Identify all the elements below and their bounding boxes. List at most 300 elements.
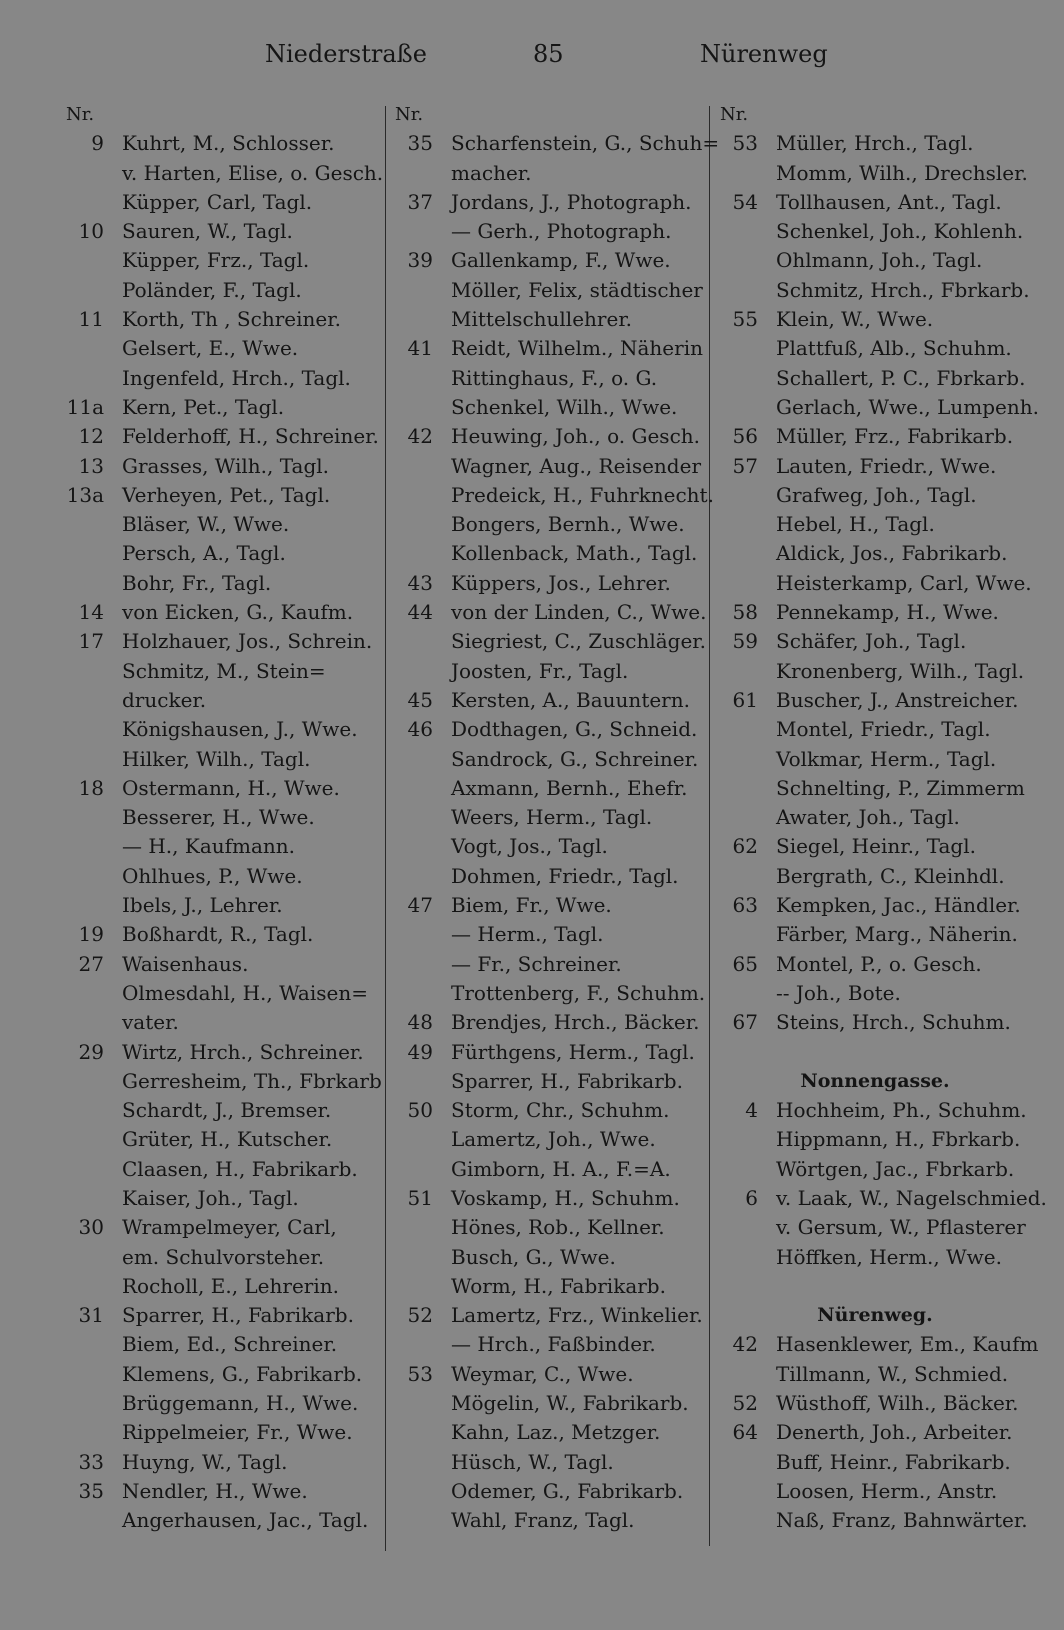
entry-text: Wrampelmeyer, Carl, (122, 1215, 337, 1240)
house-number: 30 (78, 1215, 104, 1240)
entry-text: Worm, H., Fabrikarb. (451, 1273, 666, 1298)
directory-entry (720, 159, 1030, 188)
directory-entry (395, 1184, 705, 1213)
directory-entry (66, 1184, 380, 1213)
entry-text: Schenkel, Wilh., Wwe. (451, 394, 678, 419)
directory-entry (395, 1330, 705, 1359)
entry-text: Sauren, W., Tagl. (122, 219, 293, 244)
column-1 (66, 100, 384, 1536)
entry-text: v. Laak, W., Nagelschmied. (776, 1185, 1047, 1210)
entry-text: Schenkel, Joh., Kohlenh. (776, 219, 1024, 244)
directory-entry (395, 1008, 705, 1037)
entry-text: Persch, A., Tagl. (122, 541, 286, 566)
directory-entry (66, 276, 380, 305)
entry-text: Lamertz, Frz., Winkelier. (451, 1303, 703, 1328)
house-number: 13 (78, 453, 104, 478)
entry-text: Sparrer, H., Fabrikarb. (122, 1303, 354, 1328)
directory-entry (66, 159, 384, 188)
directory-entry (395, 510, 705, 539)
entry-text: Hüsch, W., Tagl. (451, 1449, 614, 1474)
entry-text: em. Schulvorsteher. (122, 1244, 325, 1269)
directory-entry (395, 920, 705, 949)
entry-text: Busch, G., Wwe. (451, 1244, 616, 1269)
entry-text: Tillmann, W., Schmied. (776, 1361, 1009, 1386)
house-number: 13a (66, 482, 104, 507)
directory-entry (395, 1448, 705, 1477)
column-header (395, 100, 705, 129)
house-number: 63 (732, 893, 758, 918)
directory-entry (66, 305, 380, 334)
house-number: 67 (732, 1010, 758, 1035)
house-number: 46 (407, 717, 433, 742)
directory-entry (66, 774, 380, 803)
house-number: 53 (732, 131, 758, 156)
directory-entry (66, 657, 380, 686)
directory-entry (720, 1448, 1030, 1477)
directory-entry (66, 1038, 380, 1067)
entry-text: Pennekamp, H., Wwe. (776, 600, 999, 625)
directory-entry (720, 1213, 1030, 1242)
directory-entry (720, 1155, 1030, 1184)
entry-text: -- Joh., Bote. (776, 980, 901, 1005)
directory-entry (395, 217, 705, 246)
entry-text: Rippelmeier, Fr., Wwe. (122, 1420, 353, 1445)
column-header (720, 100, 1030, 129)
directory-entry (66, 1389, 380, 1418)
directory-entry (720, 1330, 1039, 1359)
entry-text: Kuhrt, M., Schlosser. (122, 131, 335, 156)
entry-text: Schmitz, M., Stein= (122, 658, 326, 683)
entry-text: Sandrock, G., Schreiner. (451, 746, 699, 771)
entry-text: Schäfer, Joh., Tagl. (776, 629, 967, 654)
directory-entry (66, 832, 380, 861)
house-number: 6 (745, 1185, 758, 1210)
house-number: 47 (407, 893, 433, 918)
directory-entry (66, 1418, 380, 1447)
column-2 (395, 100, 720, 1536)
entry-text: Biem, Fr., Wwe. (451, 893, 612, 918)
entry-text: Grafweg, Joh., Tagl. (776, 482, 977, 507)
entry-text: Nonnengasse. (800, 1069, 950, 1092)
house-number: 42 (407, 424, 433, 449)
entry-text: Rittinghaus, F., o. G. (451, 365, 658, 390)
entry-text: Naß, Franz, Bahnwärter. (776, 1508, 1028, 1533)
column-3 (720, 100, 1047, 1536)
directory-entry (395, 1038, 705, 1067)
entry-text: von der Linden, C., Wwe. (451, 600, 707, 625)
entry-text: Königshausen, J., Wwe. (122, 717, 358, 742)
entry-text: Waisenhaus. (122, 951, 249, 976)
entry-text: Möller, Felix, städtischer (451, 277, 703, 302)
directory-entry (66, 950, 380, 979)
entry-text: Korth, Th , Schreiner. (122, 307, 341, 332)
house-number: 44 (407, 600, 433, 625)
directory-entry (720, 452, 1030, 481)
house-number: 17 (78, 629, 104, 654)
header-right-street: Nürenweg (700, 40, 828, 68)
directory-entry (66, 1272, 380, 1301)
column-divider (709, 106, 710, 1546)
directory-entry (720, 1038, 1030, 1067)
directory-entry (395, 627, 705, 656)
directory-entry (395, 334, 705, 363)
entry-text: Tollhausen, Ant., Tagl. (776, 189, 1002, 214)
entry-text: Nr. (66, 104, 95, 125)
directory-entry (395, 686, 705, 715)
directory-entry (66, 715, 380, 744)
directory-entry (66, 686, 380, 715)
column-divider (385, 106, 386, 1551)
house-number: 14 (78, 600, 104, 625)
directory-entry (720, 1125, 1030, 1154)
directory-entry (395, 129, 720, 158)
directory-entry (395, 159, 705, 188)
directory-entry (720, 481, 1030, 510)
entry-text: — Fr., Schreiner. (451, 951, 622, 976)
entry-text: v. Gersum, W., Pflasterer (776, 1215, 1026, 1240)
house-number: 49 (407, 1039, 433, 1064)
directory-entry (66, 1125, 380, 1154)
entry-text: Loosen, Herm., Anstr. (776, 1478, 998, 1503)
entry-text: Bergrath, C., Kleinhdl. (776, 863, 1005, 888)
directory-entry (395, 1155, 705, 1184)
house-number: 54 (732, 189, 758, 214)
entry-text: Buff, Heinr., Fabrikarb. (776, 1449, 1011, 1474)
entry-text: von Eicken, G., Kaufm. (122, 600, 354, 625)
directory-entry (720, 305, 1030, 334)
entry-text: vater. (122, 1010, 179, 1035)
house-number: 29 (78, 1039, 104, 1064)
directory-entry (66, 334, 380, 363)
entry-text: Joosten, Fr., Tagl. (451, 658, 629, 683)
directory-entry (720, 1506, 1030, 1535)
entry-text: Schardt, J., Bremser. (122, 1098, 332, 1123)
directory-entry (66, 452, 380, 481)
directory-entry (66, 1448, 380, 1477)
entry-text: Gallenkamp, F., Wwe. (451, 248, 671, 273)
directory-entry (395, 1389, 705, 1418)
directory-entry (720, 1008, 1030, 1037)
directory-entry (395, 979, 705, 1008)
house-number: 35 (407, 131, 433, 156)
house-number: 11a (66, 394, 104, 419)
directory-entry (66, 1155, 380, 1184)
directory-entry (66, 1243, 380, 1272)
directory-entry (720, 393, 1039, 422)
entry-text: Wahl, Franz, Tagl. (451, 1508, 635, 1533)
entry-text: Nürenweg. (817, 1304, 933, 1327)
directory-entry (720, 1243, 1030, 1272)
entry-text: Mittelschullehrer. (451, 307, 633, 332)
directory-entry (720, 657, 1030, 686)
entry-text: Schnelting, P., Zimmerm (776, 775, 1025, 800)
entry-text: Heisterkamp, Carl, Wwe. (776, 570, 1032, 595)
directory-entry (66, 1096, 380, 1125)
directory-entry (395, 832, 705, 861)
entry-text: Schmitz, Hrch., Fbrkarb. (776, 277, 1030, 302)
house-number: 58 (732, 600, 758, 625)
entry-text: Grüter, H., Kutscher. (122, 1127, 333, 1152)
directory-entry (720, 1477, 1030, 1506)
directory-entry (66, 1506, 380, 1535)
entry-text: — Hrch., Faßbinder. (451, 1332, 656, 1357)
directory-entry (395, 481, 714, 510)
directory-entry (66, 979, 380, 1008)
entry-text: Gerlach, Wwe., Lumpenh. (776, 394, 1039, 419)
directory-entry (720, 1184, 1047, 1213)
directory-entry (395, 1360, 705, 1389)
house-number: 12 (78, 424, 104, 449)
entry-text: — Gerh., Photograph. (451, 219, 672, 244)
entry-text: Lauten, Friedr., Wwe. (776, 453, 997, 478)
directory-entry (395, 862, 705, 891)
entry-text: Kern, Pet., Tagl. (122, 394, 285, 419)
entry-text: Aldick, Jos., Fabrikarb. (776, 541, 1008, 566)
directory-entry (720, 774, 1030, 803)
entry-text: Gelsert, E., Wwe. (122, 336, 299, 361)
entry-text: Hilker, Wilh., Tagl. (122, 746, 311, 771)
entry-text: Weymar, C., Wwe. (451, 1361, 634, 1386)
directory-entry (66, 246, 380, 275)
entry-text: Dodthagen, G., Schneid. (451, 717, 698, 742)
directory-entry (395, 364, 705, 393)
house-number: 61 (732, 687, 758, 712)
directory-entry (720, 891, 1030, 920)
directory-entry (720, 246, 1030, 275)
directory-entry (66, 1330, 380, 1359)
directory-entry (720, 569, 1030, 598)
entry-text: Plattfuß, Alb., Schuhm. (776, 336, 1012, 361)
directory-entry (66, 627, 380, 656)
entry-text: Trottenberg, F., Schuhm. (451, 980, 706, 1005)
directory-entry (66, 364, 380, 393)
directory-entry (720, 627, 1030, 656)
house-number: 19 (78, 922, 104, 947)
house-number: 48 (407, 1010, 433, 1035)
house-number: 57 (732, 453, 758, 478)
entry-text: Müller, Frz., Fabrikarb. (776, 424, 1014, 449)
directory-entry (395, 891, 705, 920)
directory-entry (66, 129, 380, 158)
directory-entry (66, 891, 380, 920)
entry-text: Kronenberg, Wilh., Tagl. (776, 658, 1025, 683)
entry-text: macher. (451, 160, 532, 185)
directory-entry (720, 1272, 1030, 1301)
directory-entry (66, 539, 380, 568)
house-number: 9 (91, 131, 104, 156)
entry-text: Scharfenstein, G., Schuh= (451, 131, 720, 156)
entry-text: Volkmar, Herm., Tagl. (776, 746, 997, 771)
entry-text: — Herm., Tagl. (451, 922, 604, 947)
entry-text: Hippmann, H., Fbrkarb. (776, 1127, 1021, 1152)
entry-text: Höffken, Herm., Wwe. (776, 1244, 1002, 1269)
entry-text: Wagner, Aug., Reisender (451, 453, 702, 478)
entry-text: Färber, Marg., Näherin. (776, 922, 1018, 947)
entry-text: Huyng, W., Tagl. (122, 1449, 288, 1474)
directory-entry (395, 1096, 705, 1125)
directory-entry (720, 1418, 1030, 1447)
entry-text: Awater, Joh., Tagl. (776, 805, 960, 830)
directory-entry (66, 510, 380, 539)
directory-entry (720, 803, 1030, 832)
entry-text: Lamertz, Joh., Wwe. (451, 1127, 656, 1152)
directory-entry (66, 920, 380, 949)
directory-entry (395, 422, 705, 451)
house-number: 62 (732, 834, 758, 859)
entry-text: Axmann, Bernh., Ehefr. (451, 775, 688, 800)
entry-text: Wörtgen, Jac., Fbrkarb. (776, 1156, 1015, 1181)
directory-entry (720, 364, 1030, 393)
directory-entry (395, 569, 705, 598)
directory-entry (395, 1477, 705, 1506)
entry-text: Küppers, Jos., Lehrer. (451, 570, 671, 595)
entry-text: Hönes, Rob., Kellner. (451, 1215, 665, 1240)
house-number: 27 (78, 951, 104, 976)
entry-text: Müller, Hrch., Tagl. (776, 131, 974, 156)
entry-text: Fürthgens, Herm., Tagl. (451, 1039, 695, 1064)
directory-entry (66, 422, 380, 451)
directory-entry (66, 1067, 380, 1096)
entry-text: Olmesdahl, H., Waisen= (122, 980, 368, 1005)
directory-entry (395, 715, 705, 744)
directory-entry (66, 1213, 380, 1242)
entry-text: Schallert, P. C., Fbrkarb. (776, 365, 1026, 390)
entry-text: Siegel, Heinr., Tagl. (776, 834, 976, 859)
directory-entry (720, 334, 1030, 363)
directory-entry (66, 1008, 380, 1037)
house-number: 39 (407, 248, 433, 273)
house-number: 59 (732, 629, 758, 654)
house-number: 35 (78, 1478, 104, 1503)
entry-text: Vogt, Jos., Tagl. (451, 834, 608, 859)
house-number: 10 (78, 219, 104, 244)
directory-entry (66, 481, 380, 510)
directory-entry (395, 188, 705, 217)
entry-text: Biem, Ed., Schreiner. (122, 1332, 338, 1357)
header-left-street: Niederstraße (265, 40, 427, 68)
house-number: 33 (78, 1449, 104, 1474)
house-number: 37 (407, 189, 433, 214)
entry-text: Hebel, H., Tagl. (776, 512, 935, 537)
directory-entry (395, 1125, 705, 1154)
entry-text: Brüggemann, H., Wwe. (122, 1391, 359, 1416)
entry-text: Besserer, H., Wwe. (122, 805, 315, 830)
directory-entry (395, 657, 705, 686)
house-number: 41 (407, 336, 433, 361)
entry-text: Mögelin, W., Fabrikarb. (451, 1391, 689, 1416)
directory-entry (720, 539, 1030, 568)
house-number: 11 (78, 307, 104, 332)
entry-text: Dohmen, Friedr., Tagl. (451, 863, 679, 888)
directory-entry (395, 393, 705, 422)
house-number: 65 (732, 951, 758, 976)
entry-text: Odemer, G., Fabrikarb. (451, 1478, 684, 1503)
directory-entry (66, 1360, 380, 1389)
directory-entry (720, 276, 1030, 305)
directory-entry (66, 745, 380, 774)
entry-text: Verheyen, Pet., Tagl. (122, 482, 331, 507)
directory-entry (66, 1477, 380, 1506)
directory-entry (395, 745, 705, 774)
directory-entry (720, 950, 1030, 979)
directory-entry (395, 276, 705, 305)
column-header (66, 100, 380, 129)
directory-entry (720, 745, 1030, 774)
directory-entry (720, 686, 1030, 715)
entry-text: Weers, Herm., Tagl. (451, 805, 653, 830)
entry-text: Klein, W., Wwe. (776, 307, 934, 332)
page-header (0, 40, 1064, 76)
house-number: 50 (407, 1098, 433, 1123)
entry-text: Kollenback, Math., Tagl. (451, 541, 698, 566)
directory-entry (720, 715, 1030, 744)
entry-text: Wüsthoff, Wilh., Bäcker. (776, 1391, 1019, 1416)
directory-entry (720, 188, 1030, 217)
directory-entry (66, 803, 380, 832)
directory-entry (720, 510, 1030, 539)
entry-text: Küpper, Frz., Tagl. (122, 248, 310, 273)
entry-text: Boßhardt, R., Tagl. (122, 922, 314, 947)
entry-text: Heuwing, Joh., o. Gesch. (451, 424, 701, 449)
entry-text: Kersten, A., Bauuntern. (451, 687, 690, 712)
directory-entry (66, 569, 380, 598)
directory-entry (66, 393, 380, 422)
entry-text: Sparrer, H., Fabrikarb. (451, 1068, 683, 1093)
entry-text: Denerth, Joh., Arbeiter. (776, 1420, 1013, 1445)
entry-text: Felderhoff, H., Schreiner. (122, 424, 379, 449)
entry-text: Angerhausen, Jac., Tagl. (122, 1508, 369, 1533)
entry-text: drucker. (122, 687, 207, 712)
entry-text: Ostermann, H., Wwe. (122, 775, 340, 800)
entry-text: Ohlmann, Joh., Tagl. (776, 248, 983, 273)
entry-text: Poländer, F., Tagl. (122, 277, 302, 302)
entry-text: Bohr, Fr., Tagl. (122, 570, 272, 595)
entry-text: Wirtz, Hrch., Schreiner. (122, 1039, 364, 1064)
house-number: 18 (78, 775, 104, 800)
entry-text: Claasen, H., Fabrikarb. (122, 1156, 358, 1181)
entry-text: Predeick, H., Fuhrknecht. (451, 482, 714, 507)
entry-text: Nendler, H., Wwe. (122, 1478, 308, 1503)
directory-entry (66, 598, 380, 627)
entry-text: Reidt, Wilhelm., Näherin (451, 336, 703, 361)
directory-entry (395, 1301, 705, 1330)
entry-text: Gerresheim, Th., Fbrkarb (122, 1068, 382, 1093)
directory-entry (720, 1389, 1030, 1418)
entry-text: Steins, Hrch., Schuhm. (776, 1010, 1011, 1035)
directory-entry (720, 1360, 1030, 1389)
entry-text: Kaiser, Joh., Tagl. (122, 1185, 299, 1210)
directory-entry (395, 1213, 705, 1242)
entry-text: v. Harten, Elise, o. Gesch. (122, 160, 384, 185)
entry-text: Ingenfeld, Hrch., Tagl. (122, 365, 351, 390)
directory-entry (395, 598, 705, 627)
house-number: 43 (407, 570, 433, 595)
directory-entry (395, 774, 705, 803)
entry-text: Nr. (720, 104, 749, 125)
entry-text: Ohlhues, P., Wwe. (122, 863, 303, 888)
entry-text: Nr. (395, 104, 424, 125)
entry-text: Montel, Friedr., Tagl. (776, 717, 991, 742)
house-number: 53 (407, 1361, 433, 1386)
entry-text: Hasenklewer, Em., Kaufm (776, 1332, 1039, 1357)
directory-entry (720, 129, 1030, 158)
directory-entry (395, 1272, 705, 1301)
directory-entry (395, 1067, 705, 1096)
directory-entry (66, 1301, 380, 1330)
directory-entry (395, 1418, 705, 1447)
directory-entry (395, 246, 705, 275)
directory-entry (66, 862, 380, 891)
